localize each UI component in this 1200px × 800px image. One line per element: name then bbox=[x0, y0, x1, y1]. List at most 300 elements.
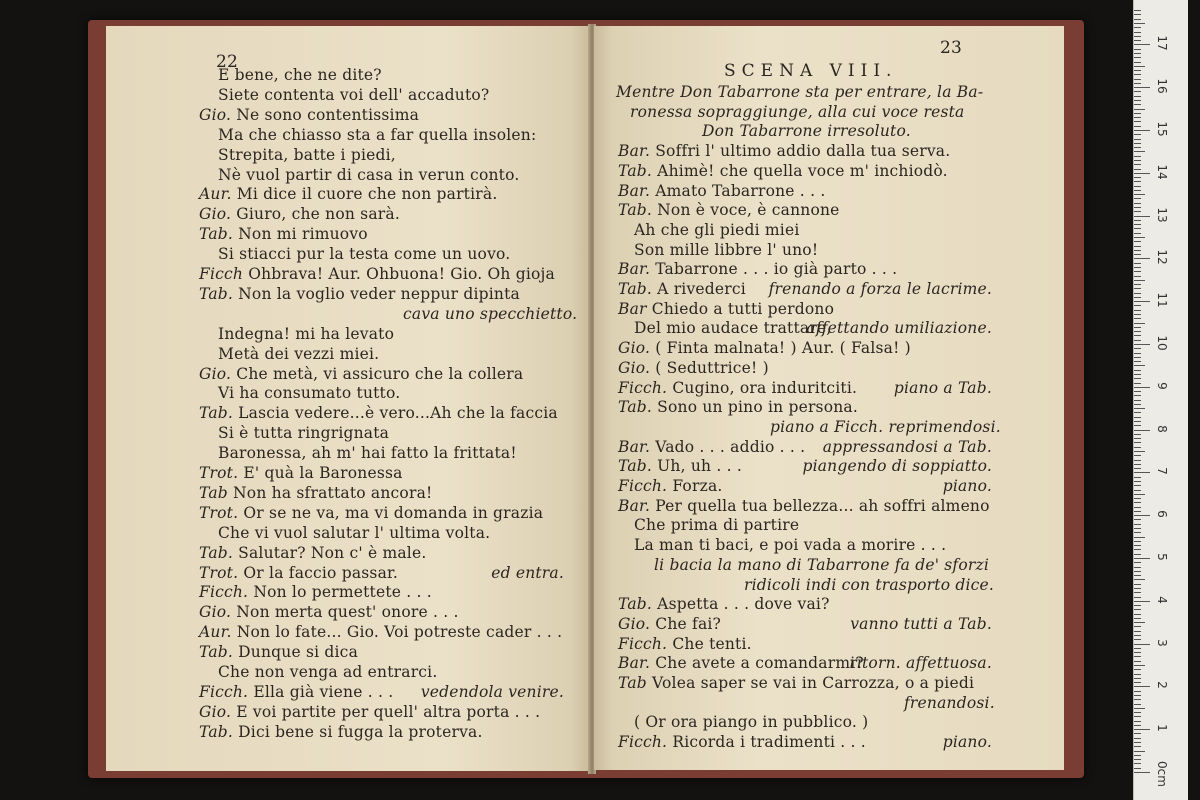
ruler-tick bbox=[1134, 211, 1141, 212]
ruler-tick bbox=[1134, 395, 1141, 396]
ruler-tick bbox=[1134, 74, 1141, 75]
speaker-label: Gio. bbox=[199, 702, 232, 721]
ruler-tick bbox=[1134, 314, 1141, 315]
verse-text: Ahimè! che quella voce m' inchiodò. bbox=[657, 161, 948, 180]
speaker-label: Tab. bbox=[199, 404, 234, 423]
ruler-tick bbox=[1134, 237, 1145, 238]
ruler-tick bbox=[1134, 224, 1141, 225]
speaker-label: Ficch. bbox=[618, 733, 668, 752]
verse-text: Ella già viene . . . bbox=[253, 682, 394, 701]
ruler-tick bbox=[1134, 164, 1141, 165]
left-page bbox=[106, 26, 590, 771]
ruler-tick bbox=[1134, 246, 1141, 247]
ruler-tick bbox=[1134, 348, 1141, 349]
ruler-tick bbox=[1134, 23, 1145, 24]
ruler-tick bbox=[1134, 558, 1150, 559]
verse-line bbox=[618, 359, 769, 377]
verse-line bbox=[618, 595, 830, 613]
verse-text: Volea saper se vai in Carrozza, o a piedi bbox=[652, 674, 975, 692]
stage-direction: piano. bbox=[942, 733, 992, 752]
ruler-tick bbox=[1134, 490, 1141, 491]
speaker-label: Tab. bbox=[618, 398, 653, 417]
ruler-tick bbox=[1134, 537, 1145, 538]
ruler-tick bbox=[1134, 519, 1141, 520]
stage-direction: cava uno specchietto. bbox=[403, 304, 578, 323]
ruler-tick bbox=[1134, 678, 1141, 679]
verse-line bbox=[618, 339, 911, 357]
ruler-tick bbox=[1134, 327, 1141, 328]
ruler-tick bbox=[1134, 648, 1141, 649]
ruler-tick bbox=[1134, 113, 1141, 114]
verse-text: Uh, uh . . . bbox=[657, 457, 742, 476]
ruler-tick bbox=[1134, 104, 1141, 105]
ruler-tick bbox=[1134, 370, 1141, 371]
ruler-tick bbox=[1134, 134, 1141, 135]
verse-text: Dici bene si fugga la proterva. bbox=[238, 722, 483, 741]
speaker-label: Tab. bbox=[618, 595, 653, 614]
ruler-tick bbox=[1134, 91, 1141, 92]
speaker-label: Tab. bbox=[199, 643, 234, 662]
speaker-label: Bar. bbox=[618, 437, 651, 456]
verse-line bbox=[618, 260, 897, 278]
ruler-number: 4 bbox=[1155, 595, 1169, 604]
verse-line bbox=[634, 241, 818, 259]
ruler-tick bbox=[1134, 575, 1141, 576]
verse-text: ( Seduttrice! ) bbox=[655, 358, 769, 377]
ruler-tick bbox=[1134, 742, 1141, 743]
speaker-label: Bar. bbox=[618, 181, 651, 200]
ruler-tick bbox=[1134, 228, 1141, 229]
ruler-tick bbox=[1134, 10, 1141, 11]
verse-text: Mi dice il cuore che non partirà. bbox=[236, 185, 498, 204]
ruler-tick bbox=[1134, 464, 1141, 465]
ruler-tick bbox=[1134, 156, 1141, 157]
speaker-label: Ficch. bbox=[199, 682, 249, 701]
verse-text: Vi ha consumato tutto. bbox=[218, 384, 401, 403]
verse-text: Non ha sfrattato ancora! bbox=[233, 483, 433, 502]
stage-direction: appressandosi a Tab. bbox=[822, 437, 992, 456]
speaker-label: Gio. bbox=[618, 614, 651, 633]
verse-line bbox=[218, 66, 382, 84]
stage-direction: piangendo di soppiatto. bbox=[802, 457, 992, 476]
speaker-label: Ficch bbox=[199, 265, 244, 283]
ruler-tick bbox=[1134, 725, 1141, 726]
ruler-tick bbox=[1134, 763, 1141, 764]
ruler-tick bbox=[1134, 207, 1141, 208]
verse-text: Baronessa, ah m' hai fatto la frittata! bbox=[218, 444, 517, 463]
ruler-tick bbox=[1134, 378, 1141, 379]
ruler-tick bbox=[1134, 32, 1141, 33]
verse-text: Non lo fate... Gio. Voi potreste cader . . . bbox=[236, 623, 563, 642]
verse-line bbox=[199, 504, 543, 522]
verse-text: Si è tutta ringrignata bbox=[218, 424, 390, 443]
verse-text: E' quà la Baronessa bbox=[243, 464, 403, 482]
ruler-tick bbox=[1134, 70, 1141, 71]
verse-text: Che fai? bbox=[655, 614, 722, 633]
speaker-label: Gio. bbox=[199, 205, 232, 224]
ruler-tick bbox=[1134, 686, 1150, 687]
ruler-tick bbox=[1134, 691, 1141, 692]
verse-text: Strepita, batte i piedi, bbox=[218, 145, 396, 164]
ruler-tick bbox=[1134, 451, 1145, 452]
ruler-number: 12 bbox=[1155, 249, 1169, 266]
stage-direction: ronessa sopraggiunge, alla cui voce resta bbox=[630, 102, 965, 121]
ruler-tick bbox=[1134, 644, 1150, 645]
ruler-tick bbox=[1134, 288, 1141, 289]
ruler-tick bbox=[1134, 733, 1141, 734]
stage-direction: ridicoli indi con trasporto dice. bbox=[744, 575, 995, 594]
ruler-tick bbox=[1134, 301, 1150, 302]
verse-text: Non lo permettete . . . bbox=[253, 583, 432, 602]
ruler-tick bbox=[1134, 417, 1141, 418]
ruler-tick bbox=[1134, 468, 1141, 469]
ruler-tick bbox=[1134, 374, 1141, 375]
verse-line bbox=[218, 126, 536, 144]
ruler-tick bbox=[1134, 746, 1141, 747]
verse-text: Non è voce, è cannone bbox=[657, 201, 840, 220]
verse-line bbox=[218, 146, 396, 164]
ruler-tick bbox=[1134, 554, 1141, 555]
ruler-tick bbox=[1134, 323, 1145, 324]
verse-text: Dunque si dica bbox=[238, 643, 359, 662]
verse-line bbox=[218, 424, 389, 442]
speaker-label: Gio. bbox=[199, 364, 232, 383]
ruler-tick bbox=[1134, 661, 1141, 662]
verse-text: Lascia vedere...è vero...Ah che la faccia bbox=[238, 404, 558, 423]
speaker-label: Gio. bbox=[199, 603, 232, 622]
ruler-tick bbox=[1134, 631, 1141, 632]
ruler-tick bbox=[1134, 545, 1141, 546]
ruler-tick bbox=[1134, 592, 1141, 593]
ruler-tick bbox=[1134, 597, 1141, 598]
speaker-label: Bar. bbox=[618, 496, 651, 515]
verse-text: Siete contenta voi dell' accaduto? bbox=[218, 85, 490, 104]
ruler-tick bbox=[1134, 194, 1145, 195]
verse-line bbox=[634, 516, 799, 534]
verse-text: A rivederci bbox=[657, 280, 746, 298]
verse-text: ( Or ora piango in pubblico. ) bbox=[634, 713, 869, 732]
verse-line bbox=[618, 477, 723, 495]
stage-direction: affettando umiliazione. bbox=[806, 319, 992, 338]
ruler-tick bbox=[1134, 62, 1141, 63]
speaker-label: Ficch. bbox=[618, 378, 668, 397]
ruler-tick bbox=[1134, 408, 1145, 409]
verse-line bbox=[618, 635, 752, 653]
ruler-tick bbox=[1134, 139, 1141, 140]
ruler-tick bbox=[1134, 36, 1141, 37]
verse-line bbox=[618, 615, 721, 633]
verse-line bbox=[199, 544, 426, 562]
verse-line bbox=[199, 723, 483, 741]
ruler-tick bbox=[1134, 267, 1141, 268]
verse-text: Giuro, che non sarà. bbox=[236, 205, 400, 224]
ruler-tick bbox=[1134, 601, 1150, 602]
ruler-tick bbox=[1134, 151, 1145, 152]
verse-line bbox=[199, 106, 419, 124]
verse-text: Che metà, vi assicuro che la collera bbox=[236, 364, 524, 383]
verse-text: Son mille libbre l' uno! bbox=[634, 240, 819, 259]
speaker-label: Trot. bbox=[199, 563, 239, 582]
ruler-tick bbox=[1134, 117, 1141, 118]
ruler-tick bbox=[1134, 455, 1141, 456]
verse-text: Vado . . . addio . . . bbox=[655, 437, 806, 456]
verse-line bbox=[618, 733, 866, 751]
ruler-tick bbox=[1134, 44, 1150, 45]
ruler-number: 11 bbox=[1155, 292, 1169, 308]
verse-line bbox=[199, 285, 520, 303]
ruler-number: 8 bbox=[1155, 424, 1169, 433]
verse-line bbox=[618, 201, 840, 219]
stage-direction: piano a Ficch. reprimendosi. bbox=[770, 417, 1001, 436]
verse-text: ( Finta malnata! ) Aur. ( Falsa! ) bbox=[655, 339, 911, 358]
ruler-tick bbox=[1134, 498, 1141, 499]
speaker-label: Gio. bbox=[618, 358, 651, 377]
ruler-tick bbox=[1134, 305, 1141, 306]
stage-direction: frenando a forza le lacrime. bbox=[768, 280, 992, 298]
speaker-label: Ficch. bbox=[618, 634, 668, 653]
ruler-tick bbox=[1134, 284, 1141, 285]
ruler-tick bbox=[1134, 460, 1141, 461]
ruler-tick bbox=[1134, 562, 1141, 563]
verse-line bbox=[199, 365, 523, 383]
verse-line bbox=[218, 245, 510, 263]
verse-line bbox=[199, 583, 432, 601]
ruler-tick bbox=[1134, 233, 1141, 234]
verse-line bbox=[218, 166, 519, 184]
verse-line bbox=[218, 345, 379, 363]
ruler-tick bbox=[1134, 83, 1141, 84]
stage-direction: frenandosi. bbox=[904, 693, 995, 712]
verse-line bbox=[218, 384, 400, 402]
verse-line bbox=[199, 464, 403, 482]
verse-text: Chiedo a tutti perdono bbox=[651, 299, 835, 318]
verse-text: Or la faccio passar. bbox=[243, 563, 399, 582]
ruler-tick bbox=[1134, 751, 1145, 752]
ruler-tick bbox=[1134, 434, 1141, 435]
ruler-tick bbox=[1134, 618, 1141, 619]
page-number: 22 bbox=[216, 52, 239, 72]
ruler-tick bbox=[1134, 472, 1150, 473]
ruler-tick bbox=[1134, 186, 1141, 187]
ruler-number: 13 bbox=[1155, 206, 1169, 223]
ruler-tick bbox=[1134, 502, 1141, 503]
ruler-tick bbox=[1134, 485, 1141, 486]
ruler-tick bbox=[1134, 626, 1141, 627]
ruler-tick bbox=[1134, 216, 1150, 217]
ruler-tick bbox=[1134, 57, 1141, 58]
verse-line bbox=[218, 663, 437, 681]
ruler-tick bbox=[1134, 477, 1141, 478]
ruler-tick bbox=[1134, 759, 1141, 760]
scene-heading: SCENA VIII. bbox=[724, 61, 898, 81]
verse-text: Or se ne va, ma vi domanda in grazia bbox=[243, 503, 544, 522]
verse-line bbox=[199, 703, 540, 721]
ruler-tick bbox=[1134, 53, 1141, 54]
verse-line bbox=[618, 457, 742, 475]
verse-text: Amato Tabarrone . . . bbox=[655, 181, 826, 200]
ruler-tick bbox=[1134, 494, 1145, 495]
speaker-label: Tab. bbox=[618, 457, 653, 476]
speaker-label: Trot. bbox=[199, 503, 239, 522]
ruler-tick bbox=[1134, 524, 1141, 525]
ruler-tick bbox=[1134, 772, 1150, 773]
ruler-tick bbox=[1134, 310, 1141, 311]
stage-direction: ritorn. affettuosa. bbox=[849, 654, 992, 673]
verse-line bbox=[218, 325, 394, 343]
speaker-label: Tab. bbox=[199, 543, 234, 562]
speaker-label: Tab bbox=[199, 483, 228, 502]
verse-line bbox=[199, 564, 398, 582]
ruler-tick bbox=[1134, 96, 1141, 97]
verse-line bbox=[618, 142, 950, 160]
ruler-tick bbox=[1134, 716, 1141, 717]
ruler-tick bbox=[1134, 755, 1141, 756]
verse-text: Tabarrone . . . io già parto . . . bbox=[655, 260, 898, 279]
verse-line bbox=[199, 225, 368, 243]
ruler-tick bbox=[1134, 190, 1141, 191]
ruler-number: 5 bbox=[1155, 553, 1169, 561]
ruler-tick bbox=[1134, 383, 1141, 384]
speaker-label: Trot. bbox=[199, 464, 239, 482]
verse-line bbox=[199, 603, 459, 621]
ruler-tick bbox=[1134, 622, 1145, 623]
ruler-tick bbox=[1134, 699, 1141, 700]
ruler-tick bbox=[1134, 271, 1141, 272]
verse-text: Che vi vuol salutar l' ultima volta. bbox=[218, 523, 491, 542]
speaker-label: Tab. bbox=[199, 722, 234, 741]
ruler-tick bbox=[1134, 258, 1150, 259]
verse-line bbox=[199, 205, 400, 223]
ruler-tick bbox=[1134, 528, 1141, 529]
ruler-tick bbox=[1134, 250, 1141, 251]
ruler-tick bbox=[1134, 515, 1150, 516]
verse-line bbox=[618, 674, 974, 692]
verse-line bbox=[199, 623, 562, 641]
ruler-tick bbox=[1134, 100, 1141, 101]
ruler-tick bbox=[1134, 669, 1141, 670]
ruler-tick bbox=[1134, 430, 1150, 431]
verse-text: Indegna! mi ha levato bbox=[218, 324, 395, 343]
stage-direction: vanno tutti a Tab. bbox=[850, 614, 992, 633]
verse-text: Che tenti. bbox=[672, 634, 752, 653]
verse-line bbox=[634, 221, 799, 239]
ruler-tick bbox=[1134, 344, 1150, 345]
ruler-tick bbox=[1134, 40, 1141, 41]
verse-text: Aspetta . . . dove vai? bbox=[657, 595, 830, 614]
verse-text: Salutar? Non c' è male. bbox=[238, 543, 427, 562]
verse-text: Non merta quest' onore . . . bbox=[236, 603, 459, 622]
ruler-tick bbox=[1134, 579, 1145, 580]
ruler-number: 0cm bbox=[1155, 761, 1169, 787]
ruler-tick bbox=[1134, 49, 1141, 50]
ruler-tick bbox=[1134, 276, 1141, 277]
speaker-label: Tab. bbox=[199, 225, 234, 244]
verse-text: E bene, che ne dite? bbox=[218, 66, 382, 84]
verse-line bbox=[218, 86, 489, 104]
ruler-number: 6 bbox=[1155, 510, 1169, 518]
ruler-tick bbox=[1134, 442, 1141, 443]
ruler-tick bbox=[1134, 635, 1141, 636]
ruler-tick bbox=[1134, 241, 1141, 242]
verse-line bbox=[199, 683, 393, 701]
ruler-tick bbox=[1134, 121, 1141, 122]
stage-direction: piano. bbox=[942, 477, 992, 495]
ruler-number: 7 bbox=[1155, 467, 1169, 476]
ruler-tick bbox=[1134, 412, 1141, 413]
stage-direction: Mentre Don Tabarrone sta per entrare, la Ba- bbox=[616, 83, 984, 101]
ruler-tick bbox=[1134, 481, 1141, 482]
right-page bbox=[594, 26, 1064, 770]
ruler-tick bbox=[1134, 361, 1141, 362]
speaker-label: Ficch. bbox=[618, 477, 668, 495]
ruler-tick bbox=[1134, 331, 1141, 332]
ruler-tick bbox=[1134, 335, 1141, 336]
ruler-tick bbox=[1134, 203, 1141, 204]
verse-text: Ne sono contentissima bbox=[236, 105, 420, 124]
ruler-tick bbox=[1134, 109, 1145, 110]
ruler-tick bbox=[1134, 400, 1141, 401]
ruler-number: 9 bbox=[1155, 381, 1169, 390]
ruler-tick bbox=[1134, 571, 1141, 572]
verse-text: Che non venga ad entrarci. bbox=[218, 663, 438, 681]
ruler-tick bbox=[1134, 614, 1141, 615]
ruler-tick bbox=[1134, 541, 1141, 542]
verse-line bbox=[618, 438, 805, 456]
verse-text: Che avete a comandarmi? bbox=[655, 654, 864, 673]
ruler-tick bbox=[1134, 729, 1150, 730]
speaker-label: Bar. bbox=[618, 260, 651, 279]
verse-line bbox=[618, 162, 948, 180]
ruler-tick bbox=[1134, 220, 1141, 221]
ruler-tick bbox=[1134, 665, 1145, 666]
speaker-label: Aur. bbox=[199, 623, 232, 642]
ruler-tick bbox=[1134, 357, 1141, 358]
ruler-tick bbox=[1134, 147, 1141, 148]
speaker-label: Tab bbox=[618, 674, 647, 692]
ruler-tick bbox=[1134, 507, 1141, 508]
verse-text: Ma che chiasso sta a far quella insolen: bbox=[218, 125, 537, 144]
verse-text: Ohbrava! Aur. Ohbuona! Gio. Oh gioja bbox=[248, 265, 555, 283]
ruler-tick bbox=[1134, 173, 1150, 174]
verse-text: Si stiacci pur la testa come un uovo. bbox=[218, 245, 511, 264]
ruler-tick bbox=[1134, 254, 1141, 255]
ruler-tick bbox=[1134, 126, 1141, 127]
ruler-tick bbox=[1134, 365, 1145, 366]
verse-line bbox=[199, 265, 555, 283]
speaker-label: Tab. bbox=[199, 284, 234, 303]
verse-line bbox=[618, 300, 834, 318]
verse-text: Soffri l' ultimo addio dalla tua serva. bbox=[655, 142, 951, 161]
ruler-tick bbox=[1134, 198, 1141, 199]
verse-text: Cugino, ora induritciti. bbox=[672, 378, 858, 397]
ruler-tick bbox=[1134, 318, 1141, 319]
verse-line bbox=[218, 444, 517, 462]
ruler-tick bbox=[1134, 169, 1141, 170]
ruler-tick bbox=[1134, 421, 1141, 422]
ruler-tick bbox=[1134, 447, 1141, 448]
verse-text: Che prima di partire bbox=[634, 516, 800, 535]
stage-direction: li bacia la mano di Tabarrone fa de' sforzi bbox=[654, 555, 990, 574]
ruler-tick bbox=[1134, 549, 1141, 550]
speaker-label: Tab. bbox=[618, 161, 653, 180]
speaker-label: Aur. bbox=[199, 185, 232, 204]
ruler-tick bbox=[1134, 391, 1141, 392]
verse-text: Non mi rimuovo bbox=[238, 225, 368, 244]
verse-text: Nè vuol partir di casa in verun conto. bbox=[218, 165, 520, 184]
verse-line bbox=[618, 654, 864, 672]
ruler-number: 15 bbox=[1155, 121, 1169, 137]
verse-line bbox=[199, 185, 497, 203]
